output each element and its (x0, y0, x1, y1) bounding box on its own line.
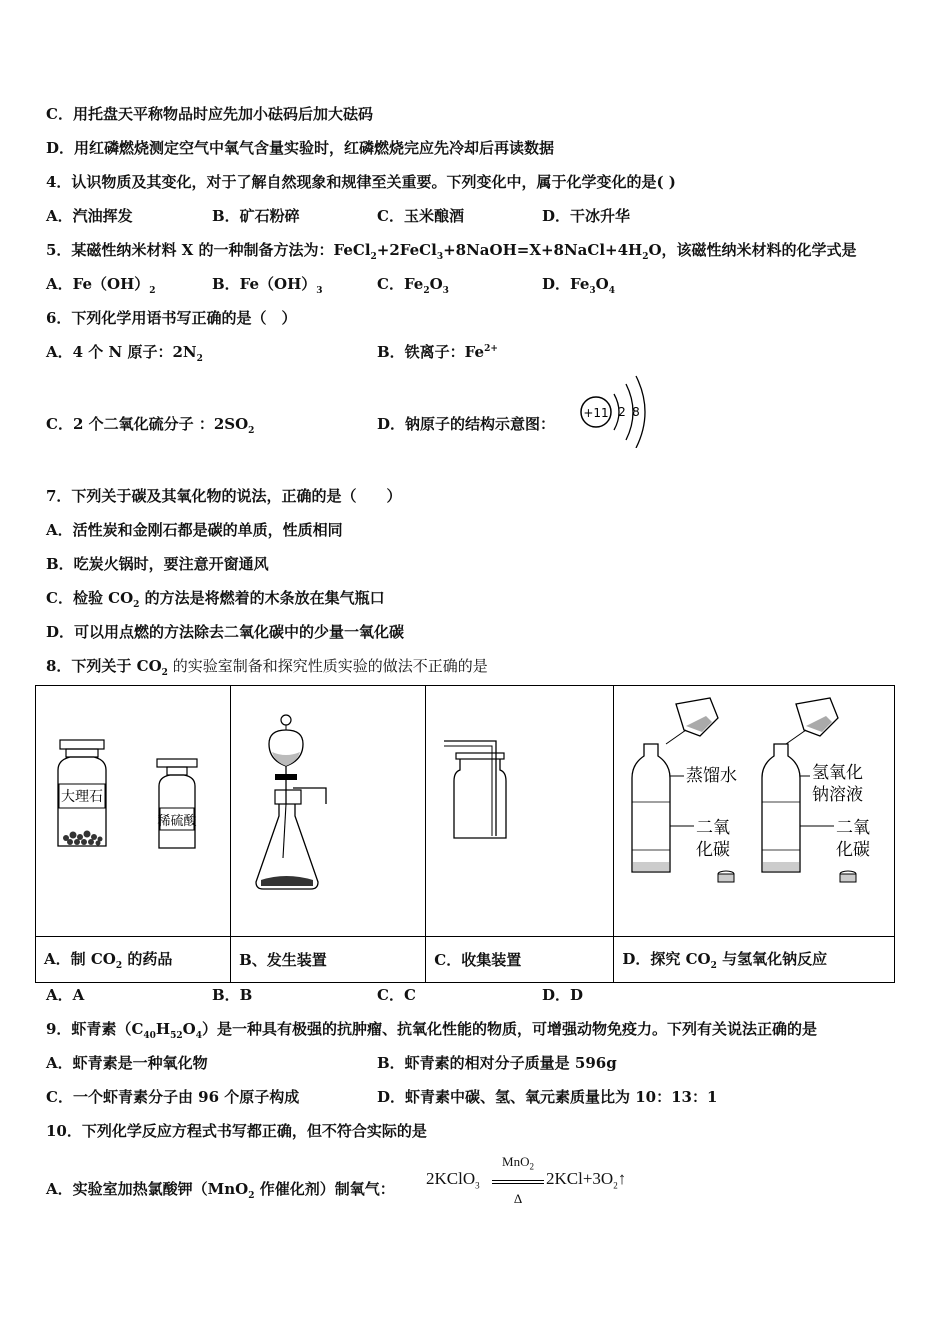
generator-apparatus-illustration (231, 686, 424, 932)
reagent-bottles-illustration (36, 686, 229, 932)
q9-stem: 9．虾青素$(C_{40}H_{52}O_4)$是一种具有极强的抗肿瘤、抗氧化性能的物质，可增强动物免疫力。下列有关说法正确的是 (46, 1020, 817, 1041)
gas-collection-illustration (426, 686, 612, 932)
water-label: 蒸馏水 (686, 766, 738, 786)
nucleus-charge: +11 (583, 406, 609, 420)
q9-option-a: A．虾青素是一种氧化物 (46, 1054, 208, 1072)
q8-experiment-table (35, 685, 895, 983)
shell-electrons-1: 2 (618, 405, 626, 419)
glass-plate (456, 753, 504, 759)
q4-stem: 4．认识物质及其变化，对于了解自然现象和规律至关重要。下列变化中，属于化学变化的是( ) (46, 173, 676, 191)
q7-stem: 7．下列关于碳及其氧化物的说法，正确的是（ ） (46, 487, 402, 505)
q3-option-d: D．用红磷燃烧测定空气中氧气含量实验时，红磷燃烧完应先冷却后再读数据 (46, 139, 555, 157)
caption-d: D．探究 $CO_2$ 与氢氧化钠反应 (614, 937, 895, 983)
q3-option-c: C．用托盘天平称物品时应先加小砝码后加大砝码 (46, 105, 373, 123)
q4-option-c: C．玉米酿酒 (377, 207, 464, 225)
panel-c-collector (426, 686, 614, 937)
caption-b: B、发生装置 (231, 937, 426, 983)
acid-label: 稀硫酸 (157, 814, 197, 829)
right-beaker (796, 698, 838, 736)
equation-reactant: 2KClO$_3$ (426, 1169, 480, 1191)
q7-option-a: A．活性炭和金刚石都是碳的单质，性质相同 (46, 521, 343, 539)
q7-option-d: D．可以用点燃的方法除去二氧化碳中的少量一氧化碳 (46, 623, 405, 641)
q8-option-b: B．B (212, 986, 253, 1004)
equation-products: $2KCl+3O_2↑$ (546, 1169, 627, 1191)
q6-option-c: C．2 个二氧化硫分子 ：$2SO_2$ (46, 415, 255, 436)
bottle-naoh-illustration (614, 686, 892, 932)
q5-option-d: D．$Fe_3O_4$ (542, 275, 615, 296)
marble-chips (63, 831, 103, 846)
q10-option-a: A．实验室加热氯酸钾（MnO$_2$ 作催化剂）制氧气： (46, 1180, 395, 1201)
naoh-label-2: 钠溶液 (812, 785, 864, 805)
panel-a-drugs (36, 686, 231, 937)
q6-option-d: D．钠原子的结构示意图： (377, 415, 556, 433)
q7-option-c: C．检验 $CO_2$ 的方法是将燃着的木条放在集气瓶口 (46, 589, 385, 610)
q9-option-b: B．虾青素的相对分子质量是 596g (377, 1054, 617, 1072)
flask-solid (261, 876, 313, 886)
caption-a: A．制 $CO_2$ 的药品 (36, 937, 231, 983)
panel-d-naoh (614, 686, 895, 937)
q6-option-b: B．铁离子：$Fe^{2+}$ (377, 343, 498, 361)
co2-label-right-1: 二氧 (836, 818, 871, 838)
co2-label-left-1: 二氧 (696, 818, 731, 838)
q5-option-a: A．$Fe(OH)_2$ (46, 275, 156, 296)
equation-equals-top (492, 1180, 544, 1181)
shell-electrons-2: 8 (632, 405, 640, 419)
q9-option-c: C．一个虾青素分子由 96 个原子构成 (46, 1088, 300, 1106)
equation-condition: Δ (513, 1191, 523, 1206)
stopper (275, 790, 301, 804)
naoh-label-1: 氢氧化 (812, 763, 864, 783)
panel-b-generator (231, 686, 426, 937)
co2-label-left-2: 化碳 (696, 840, 731, 860)
inlet-tube (444, 741, 496, 836)
q4-option-d: D．干冰升华 (542, 207, 631, 225)
sodium-atom-diagram (574, 372, 654, 448)
q4-option-b: B．矿石粉碎 (212, 207, 300, 225)
equation-equals-bottom (492, 1183, 544, 1184)
right-bottle (762, 744, 800, 872)
caption-c: C．收集装置 (426, 937, 614, 983)
q5-option-b: B．$Fe(OH)_3$ (212, 275, 323, 296)
q8-stem: 8．下列关于 $CO_2$ 的实验室制备和探究性质实验的做法不正确的是 (46, 657, 488, 678)
co2-label-right-2: 化碳 (836, 840, 871, 860)
q8-option-a: A．A (46, 986, 85, 1004)
q7-option-b: B．吃炭火锅时，要注意开窗通风 (46, 555, 269, 573)
marble-label: 大理石 (61, 789, 103, 805)
q5-option-c: C．$Fe_2O_3$ (377, 275, 449, 296)
q8-option-c: C．C (377, 986, 416, 1004)
q6-option-a: A．4 个 N 原子：$2N_2$ (46, 343, 203, 364)
q9-option-d: D．虾青素中碳、氢、氧元素质量比为 10：13：1 (377, 1088, 718, 1106)
equation-catalyst: MnO$_2$ (502, 1154, 534, 1172)
q4-option-a: A．汽油挥发 (46, 207, 133, 225)
left-beaker (676, 698, 718, 736)
q5-stem: 5．某磁性纳米材料 X 的一种制备方法为：$FeCl_2+2FeCl_3+8NaOH=X+8NaCl+4H_2O$，该磁性纳米材料的化学式是 (46, 241, 857, 262)
q10-stem: 10．下列化学反应方程式书写都正确，但不符合实际的是 (46, 1122, 427, 1140)
gas-jar (454, 759, 506, 838)
q6-stem: 6．下列化学用语书写正确的是（ ） (46, 309, 297, 327)
q8-option-d: D．D (542, 986, 584, 1004)
left-bottle (632, 744, 670, 872)
